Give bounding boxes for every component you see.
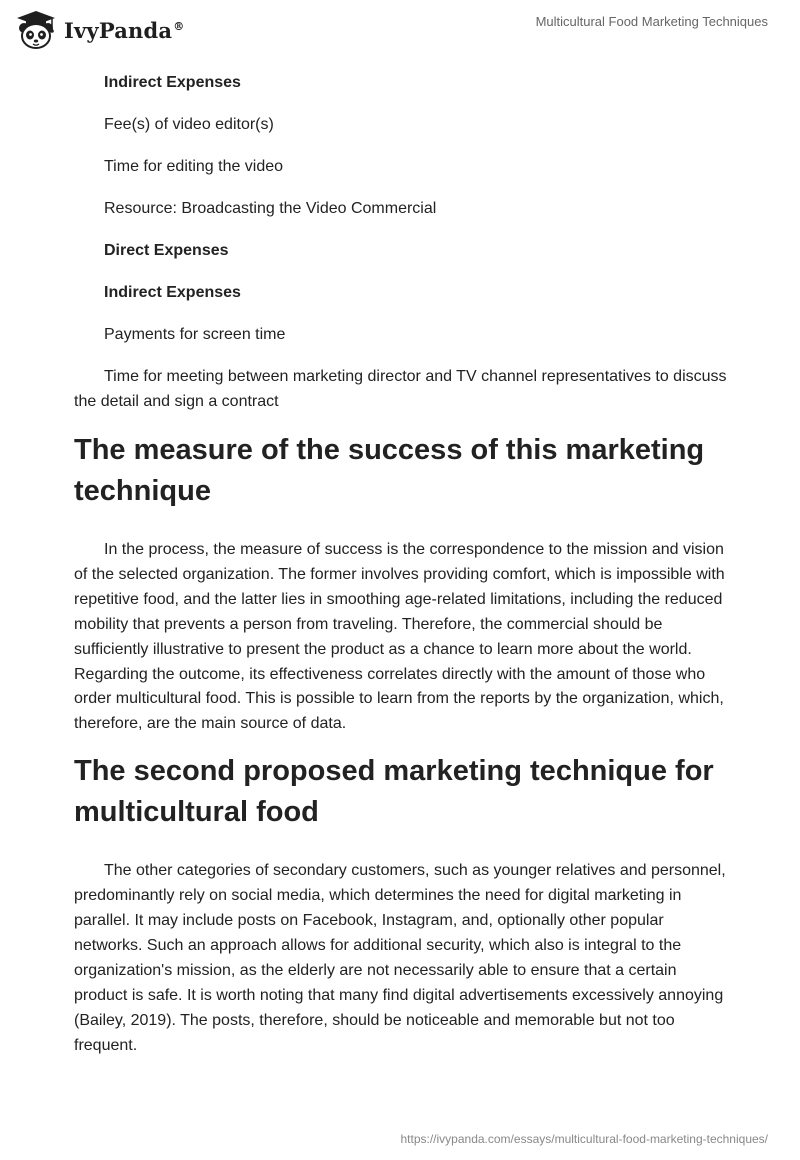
ivypanda-logo[interactable] [14,8,184,52]
list-item: Direct Expenses [104,242,229,259]
section-heading: The measure of the success of this marketing technique [74,434,705,507]
panda-graduate-icon [14,8,58,52]
list-item: Indirect Expenses [104,74,241,91]
list-item: Indirect Expenses [104,284,241,301]
list-item: Time for editing the video [104,158,284,175]
body-paragraph: In the process, the measure of success is the correspondence to the mission and vision of the selected organization. The former involves providing comfort, which is impossible with repetitive food, and the latter lies in smoothing age-related limitations, including the reduced mobility that prevents a person from traveling. Therefore, the commercial should be sufficiently illustrative to present the product as a chance to learn more about the world. Regarding the outcome, its effectiveness correlates directly with the amount of those who order multicultural food. This is possible to learn from the reports by the organization, which, therefore, are the main source of data. [74,541,725,733]
list-item: Payments for screen time [104,326,286,343]
document-title: Multicultural Food Marketing Techniques [535,14,768,29]
document-body [74,70,734,1059]
body-paragraph: The other categories of secondary customers, such as younger relatives and personnel, predominantly rely on social media, which determines the need for digital marketing in parallel. It may include posts on Facebook, Instagram, and, optionally other popular networks. Such an approach allows for additional security, which also is integral to the organization's mission, as the elderly are not necessarily able to ensure that a certain product is safe. It is worth noting that many find digital advertisements excessively annoying (Bailey, 2019). The posts, therefore, should be noticeable and memorable but not too frequent. [74,862,726,1054]
source-url[interactable]: https://ivypanda.com/essays/multicultural-food-marketing-techniques/ [400,1132,768,1146]
list-item: Resource: Broadcasting the Video Commercial [104,200,437,217]
brand-name: IvyPanda® [64,17,185,43]
list-item: Fee(s) of video editor(s) [104,116,274,133]
page-header [0,0,800,62]
section-heading: The second proposed marketing technique for multicultural food [74,755,714,829]
list-item: Time for meeting between marketing director and TV channel representatives to discuss the detail and sign a contract [74,368,727,410]
